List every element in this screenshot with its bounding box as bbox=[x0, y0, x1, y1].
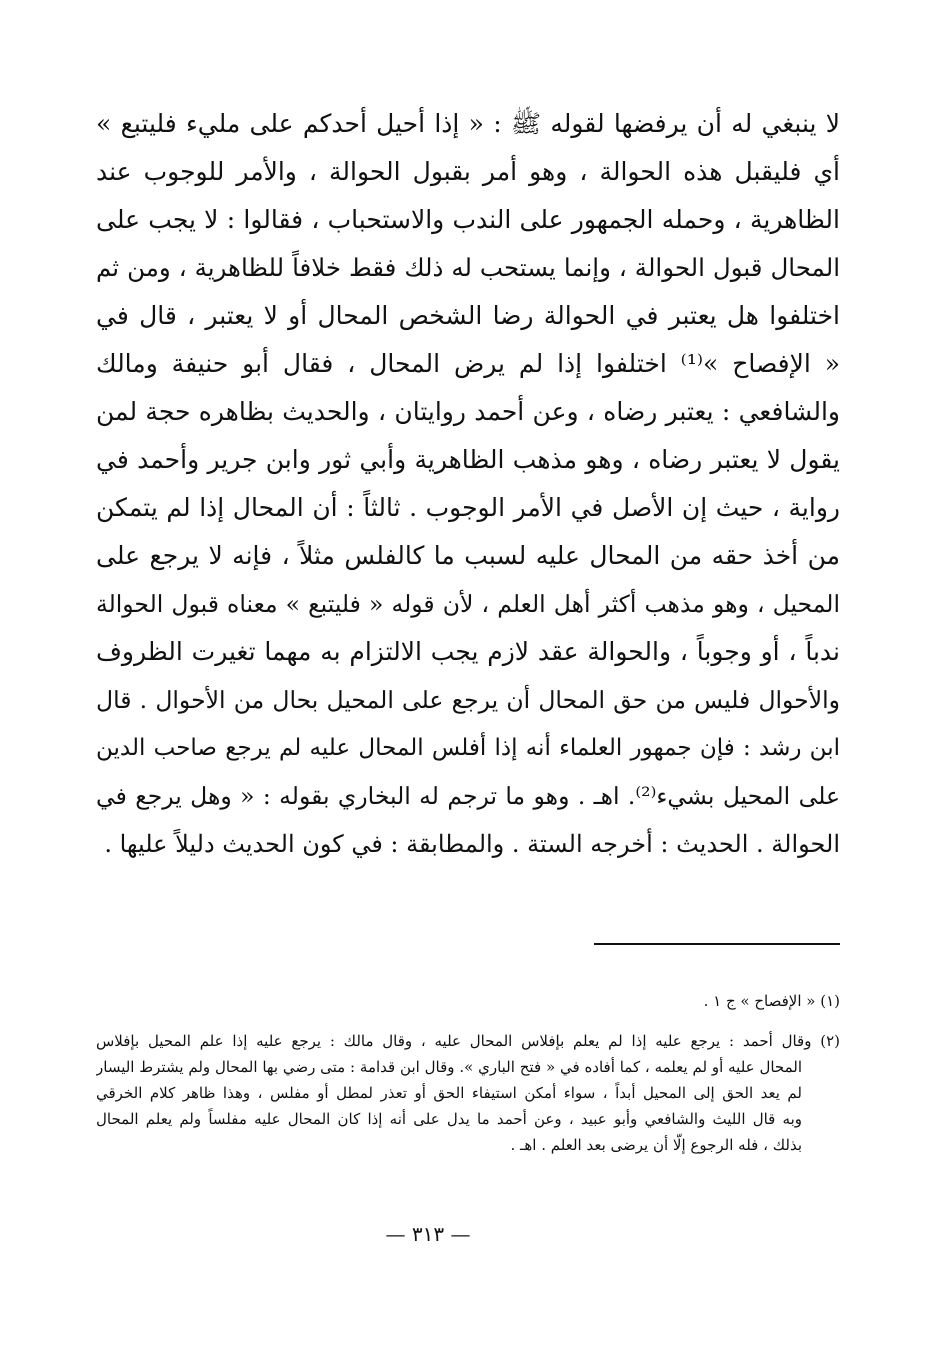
text-line: الحوالة . الحديث : أخرجه الستة . والمطابقة : في كون الحديث دليلاً عليها . bbox=[104, 830, 840, 858]
footnote-2-line: وبه قال الليث والشافعي وأبو عبيد ، وعن أحمد ما يدل على أنه إذا كان المحال عليه مفلساً ولم يعلم المحال bbox=[96, 1110, 802, 1128]
page-number: — ٣١٣ — bbox=[385, 1222, 471, 1246]
main-text bbox=[96, 100, 840, 868]
text-line: والأحوال فليس من حق المحال أن يرجع على المحيل بحال من الأحوال . قال bbox=[96, 686, 840, 714]
footnote-1: (١) « الإفصاح » ج ١ . bbox=[703, 992, 840, 1010]
text-line: على المحيل بشيء⁽²⁾. اهـ . وهو ما ترجم له البخاري بقوله : « وهل يرجع في bbox=[96, 782, 840, 810]
footnote-2-line: (٢) وقال أحمد : يرجع عليه إذا لم يعلم بإفلاس المحال عليه ، وقال مالك : يرجع عليه إذا علم المحيل بإفلاس bbox=[96, 1032, 840, 1050]
text-line: اختلفوا هل يعتبر في الحوالة رضا الشخص المحال أو لا يعتبر ، قال في bbox=[96, 301, 840, 330]
footnote-2-line: بذلك ، فله الرجوع إلّا أن يرضى بعد العلم . اهـ . bbox=[510, 1136, 802, 1154]
text-line: لا ينبغي له أن يرفضها لقوله ﷺ : « إذا أحيل أحدكم على مليء فليتبع » bbox=[96, 109, 840, 138]
text-line: ندباً ، أو وجوباً ، والحوالة عقد لازم يجب الالتزام به مهما تغيرت الظروف bbox=[96, 637, 840, 666]
text-line: ابن رشد : فإن جمهور العلماء أنه إذا أفلس المحال عليه لم يرجع صاحب الدين bbox=[96, 735, 840, 761]
footnote-separator bbox=[594, 943, 840, 945]
text-line: رواية ، حيث إن الأصل في الأمر الوجوب . ثالثاً : أن المحال إذا لم يتمكن bbox=[96, 493, 840, 522]
text-line: أي فليقبل هذه الحوالة ، وهو أمر بقبول الحوالة ، والأمر للوجوب عند bbox=[96, 157, 840, 186]
text-line: يقول لا يعتبر رضاه ، وهو مذهب الظاهرية وأبي ثور وابن جرير وأحمد في bbox=[96, 445, 840, 474]
text-line: المحيل ، وهو مذهب أكثر أهل العلم ، لأن قوله « فليتبع » معناه قبول الحوالة bbox=[96, 590, 840, 618]
footnotes bbox=[96, 988, 840, 1158]
footnote-2-line: المحال عليه أو لم يعلمه ، كما أفاده في « فتح الباري ». وقال ابن قدامة : متى رضي بها المحال ولم يشترط اليسار bbox=[96, 1058, 802, 1076]
text-line: الظاهرية ، وحمله الجمهور على الندب والاستحباب ، فقالوا : لا يجب على bbox=[96, 205, 840, 234]
footnote-2-line: لم يعد الحق إلى المحيل أبداً ، سواء أمكن استيفاء الحق أو تعذر لمطل أو مفلس ، وهذا ظاهر كلام الخرقي bbox=[96, 1084, 802, 1102]
text-line: المحال قبول الحوالة ، وإنما يستحب له ذلك فقط خلافاً للظاهرية ، ومن ثم bbox=[96, 253, 840, 282]
text-line: والشافعي : يعتبر رضاه ، وعن أحمد روايتان ، والحديث بظاهره حجة لمن bbox=[96, 397, 840, 426]
text-line: من أخذ حقه من المحال عليه لسبب ما كالفلس مثلاً ، فإنه لا يرجع على bbox=[96, 541, 840, 570]
text-line: « الإفصاح »⁽¹⁾ اختلفوا إذا لم يرض المحال ، فقال أبو حنيفة ومالك bbox=[96, 349, 840, 378]
